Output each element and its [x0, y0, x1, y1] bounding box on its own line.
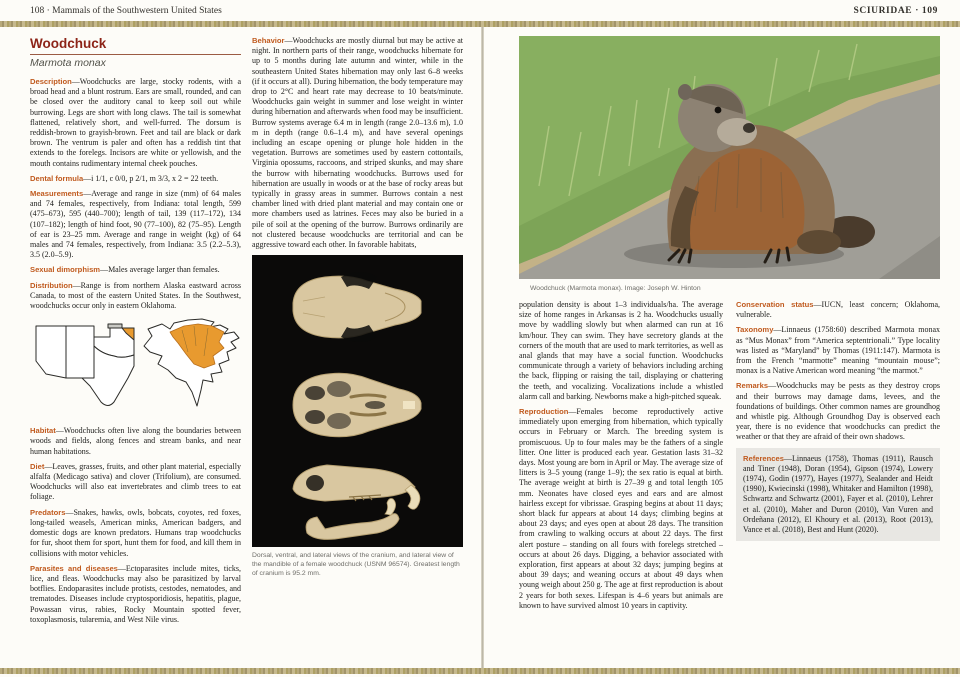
- section-text-conservation-status: —IUCN, least concern; Oklahoma, vulnerable.: [736, 300, 940, 320]
- section-measurements: [30, 189, 241, 260]
- section-text-measurements: —Average and range in size (mm) of 64 males and 74 females, respectively, from Indiana: total length, 599 (475–673), 595 (440–700); length of tail, 139 (117–172), 134 (107–182); length of hind foot, 90 (77–100), 82 (75–95). Length of ear is 23–25 mm. Average and range in weight (kg) of 64 males and 74 females, respectively, from Indiana: 3.5 (2.2–5.3), 3.5 (2.0–5.9).: [30, 189, 241, 260]
- section-conservation-status: [736, 300, 940, 320]
- skull-figure: [252, 255, 463, 547]
- section-label-diet: Diet: [30, 461, 45, 471]
- section-label-predators: Predators: [30, 507, 66, 517]
- section-text-remarks: —Woodchucks may be pests as they destroy crops and their burrows may damage dams, levees, and the foundations of buildings. Other common names are groundhog and whistle pig. Although Groundhog Day is observed each year, there is no evidence that woodchucks can predict the weather or that they are afraid of their own shadows.: [736, 381, 940, 442]
- section-label-dental-formula: Dental formula: [30, 173, 84, 183]
- skull-views-illustration: [252, 255, 463, 547]
- left-page-column-2: [252, 36, 463, 630]
- section-label-parasites-diseases: Parasites and diseases: [30, 563, 118, 573]
- section-predators: [30, 508, 241, 559]
- photo-caption: Woodchuck (Marmota monax). Image: Joseph W. Hinton: [530, 285, 701, 292]
- section-label-measurements: Measurements: [30, 189, 84, 199]
- section-text-habitat: —Woodchucks often live along the boundaries between woods and fields, along fences and stream banks, and near human habitations.: [30, 426, 241, 456]
- section-text-parasites-diseases: —Ectoparasites include mites, ticks, lice, and fleas. Woodchucks may also be parasitized by larval botflies. Endoparasites include protists, cestodes, nematodes, and trematodes. Diseases include cryptosporidiosis, hepatitis, plague, Powassan virus, rabies, Rocky Mountain spotted fever, toxoplasmosis, tularemia, and West Nile virus.: [30, 563, 241, 624]
- section-label-taxonomy: Taxonomy: [736, 325, 774, 335]
- section-label-sexual-dimorphism: Sexual dimorphism: [30, 265, 101, 275]
- section-text-taxonomy: —Linnaeus (1758:60) described Marmota monax as “Mus Monax” from “America septentrionali.” Type locality was listed as “Maryland” by Thomas (1911:147). Marmota is from the French “marmotte” meaning “mountain mouse”; monax is a Native American word meaning “the marmot.”: [736, 325, 940, 376]
- section-label-behavior: Behavior: [252, 36, 285, 45]
- section-description: [30, 77, 241, 169]
- section-label-references: References: [743, 453, 784, 463]
- species-scientific-name: Marmota monax: [30, 57, 106, 69]
- section-text-description: —Woodchucks are large, stocky rodents, with a broad head and a blunt rostrum. Ears are small, rounded, and can be closed over the auditory canal to keep soil out while burrowing. Legs are short with long claws. The tail is somewhat flattened, relatively short, and well-furred. The dorsum is reddish-brown to grayish-brown. Feet and tail are black or dark brown. The ventrum is paler and often has a reddish tint that extends to the forelegs. Incisors are white or yellowish, and the mouth contains rudimentary internal cheek pouches.: [30, 77, 241, 168]
- section-dental-formula: [30, 174, 241, 184]
- section-behavior: [252, 36, 463, 250]
- distribution-map-southwest: [30, 316, 241, 414]
- section-text-distribution: —Range is from northern Alaska eastward across Canada, to most of the eastern United States. In the Southwest, woodchucks occur only in eastern Oklahoma.: [30, 280, 241, 311]
- section-text-sexual-dimorphism: —Males average larger than females.: [100, 265, 220, 275]
- section-habitat: [30, 426, 241, 457]
- section-label-description: Description: [30, 77, 72, 86]
- section-remarks: [736, 381, 940, 442]
- skull-caption: Dorsal, ventral, and lateral views of the cranium, and lateral view of the mandible of a female woodchuck (USNM 96574). Greatest length of cranium is 95.2 mm.: [252, 552, 460, 578]
- page-edge-bottom: [0, 668, 960, 674]
- section-parasites-diseases: [30, 564, 241, 625]
- right-page-column-2: [736, 300, 940, 616]
- section-text-predators: —Snakes, hawks, owls, bobcats, coyotes, red foxes, long-tailed weasels, American minks, American badgers, and domestic dogs are known predators. Humans trap woodchucks for fur, shoot them for sport, hunt them for food, and kill them in collisions with motor vehicles.: [30, 507, 241, 558]
- section-label-remarks: Remarks: [736, 381, 769, 391]
- running-header-left: 108 · Mammals of the Southwestern United States: [30, 6, 222, 16]
- woodchuck-photo-illustration: [519, 36, 940, 279]
- left-page-column-1: [30, 36, 241, 630]
- section-references: [743, 454, 933, 536]
- section-text-diet: —Leaves, grasses, fruits, and other plant material, especially alfalfa (Medicago sativa) and clover (Trifolium), are consumed. Woodchucks will also eat invertebrates and climb trees to eat foliage.: [30, 461, 241, 502]
- section-text-behavior: —Woodchucks are mostly diurnal but may be active at night. In northern parts of their range, woodchucks hibernate for up to 5 months during late autumn and winter, while in the southeastern United States hibernation may only last 6–8 weeks (if it occurs at all). During hibernation, the body temperature may drop to 2°C and heart rate may decrease to 10 beats/minute. Woodchucks gain weight in summer and lose weight in winter during hibernation and afterwards when food may be insufficient. Burrow systems average 6.4 m in length (range 2.0–13.6 m), 1.0 m in depth (range 0.6–1.4 m), and have several openings including an escape opening or plunge hole hidden in the vegetation. Burrows are sometimes used by eastern cottontails, Virginia opossums, raccoons, and striped skunks, and may share the burrow with hibernating woodchucks. Burrows used for hibernation are usually in woods or at the base of rocky areas but typically in grassy areas in summer. Burrows contain a nest chamber lined with dried plant material and may contain one or more chambers used as latrines. Feces may also be buried in a pile of soil at the opening of the burrow. Burrows ordinarily are not clustered because woodchucks are territorial and can be aggressive toward each other. In favorable habitats,: [252, 36, 463, 250]
- section-sexual-dimorphism: [30, 265, 241, 275]
- section-label-habitat: Habitat: [30, 426, 56, 436]
- section-label-distribution: Distribution: [30, 280, 73, 290]
- section-label-reproduction: Reproduction: [519, 407, 569, 417]
- section-taxonomy: [736, 325, 940, 376]
- right-page-column-1: [519, 300, 723, 616]
- page-spine: [481, 27, 484, 668]
- section-text-references: —Linnaeus (1758), Thomas (1911), Rausch and Tiner (1948), Doran (1954), Gipson (1974), Lowery (1974), Godin (1977), Hayes (1977), Sealander and Heidt (1990), Kwiecinski (1998), Whitaker and Hamilton (1998), Schwartz and Schwartz (2001), Fayer et al. (2010), Lehrer et al. (2010), Maher and Duron (2010), Van Vuren and Ordeñana (2012), El Khoury et al. (2013), Root (2013), Vance et al. (2018), Best and Hunt (2020).: [743, 453, 933, 535]
- section-text-reproduction: —Females become reproductively active immediately upon emerging from hibernation, which typically occurs in February or March. The breeding system is promiscuous. Up to four males may be the fathers of a single litter. One litter is produced each year. Gestation lasts 31–32 days. Most young are born in April or May. The average size of litters is 3–5 young (range 1–9); the sex ratio is equal at birth. The average weight at birth is 27–39 g and total length 105 mm. Neonates have closed eyes and ears and are almost hairless except for vibrissae. Grasping begins at about 11 days; short black fur appears at about 14 days; climbing begins at about 23 days; and eyes open at about 28 days. The transition from crawling to walking occurs at about 22 days. The first alert posture – standing on all fours with forelegs stretched – occurs at about 26 days. Digging, a behavior associated with exploration, first appears at about 32 days; jumping begins at about 39 days; and weaning occurs at about 49 days when young weigh about 250 g. The age at first reproduction is about 2 years for both sexes. Lifespan is 4–6 years but animals are known to have survived almost 10 years in captivity.: [519, 407, 723, 610]
- references-box: [736, 448, 940, 542]
- left-page: [30, 36, 463, 630]
- distribution-maps: [30, 316, 241, 419]
- woodchuck-photo: [519, 36, 940, 279]
- section-diet: [30, 462, 241, 503]
- right-page: [519, 300, 940, 616]
- page-edge-top: [0, 21, 960, 27]
- section-reproduction: [519, 407, 723, 611]
- species-common-name: Woodchuck: [30, 36, 241, 55]
- behavior-continuation: population density is about 1–3 individuals/ha. The average size of home ranges in Arkansas is 2 ha. Woodchucks usually move by waddling slowly but when alarmed can run at 16 km/hour. They can swim. They have secretory glands at the corners of the mouth that are used to mark territories, as well as anal glands that may have a social function. Woodchucks communicate through a variety of behaviors including arching the back, flipping or raising the tail, displaying or chattering the teeth, and vocalizing. Vocalizations include a whistled alarm call and barking. Newborns make a high-pitched squeak.: [519, 300, 723, 401]
- running-header-right: SCIURIDAE · 109: [853, 6, 938, 16]
- section-text-dental-formula: —i 1/1, c 0/0, p 2/1, m 3/3, x 2 = 22 teeth.: [83, 173, 219, 183]
- section-label-conservation-status: Conservation status: [736, 300, 814, 309]
- section-distribution: [30, 281, 241, 312]
